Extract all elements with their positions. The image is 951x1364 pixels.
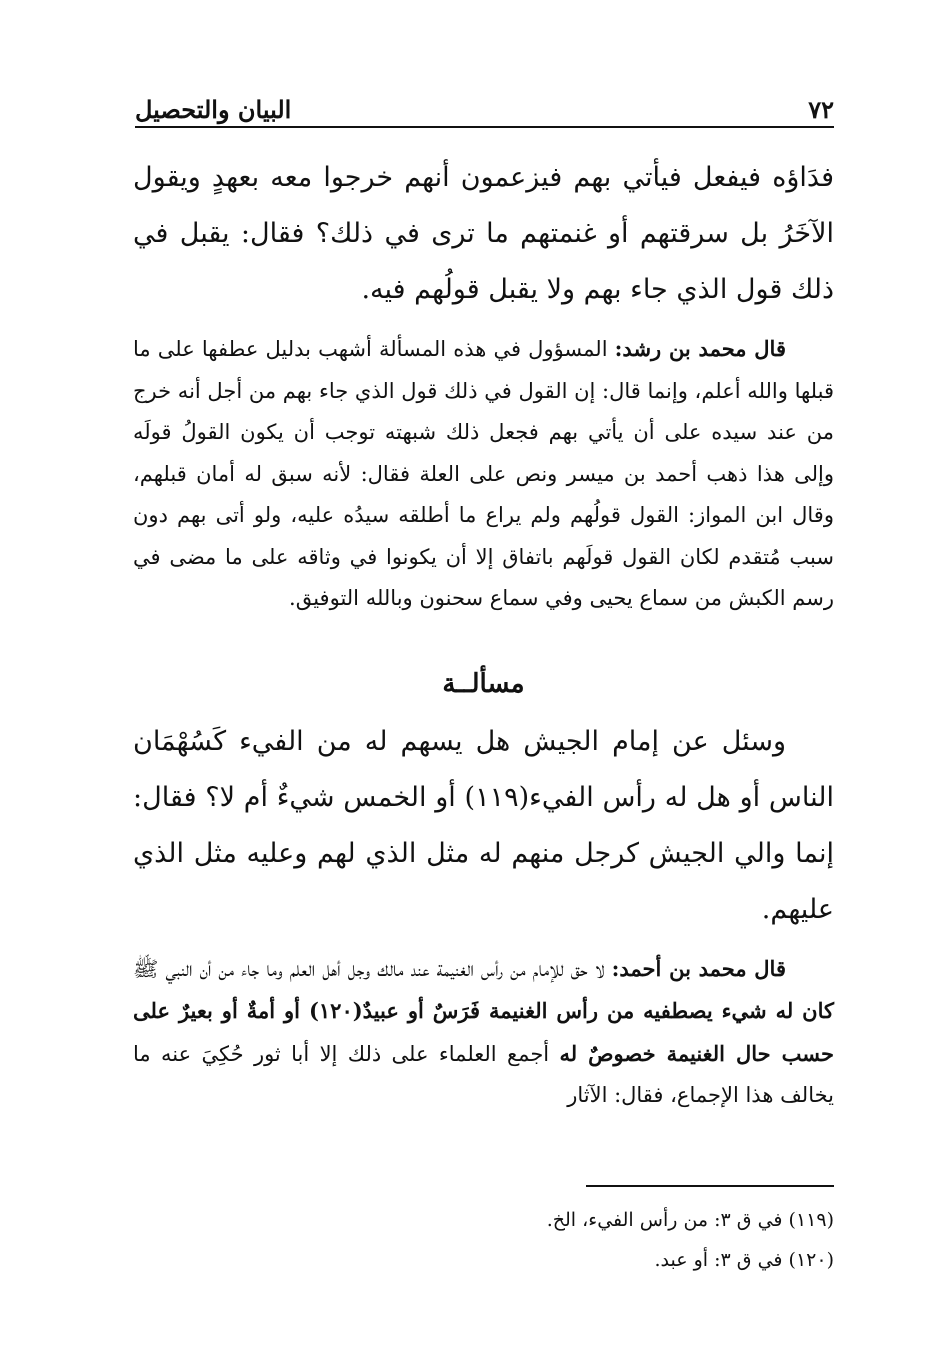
commentary-text: المسؤول في هذه المسألة أشهب بدليل عطفها على ما قبلها والله أعلم، وإنما قال: إن القول في ذلك قول الذي جاء بهم من أجل أنه خرج من عند سيده على أن يأتي بهم فجعل ذلك شبهته توجب أن يكون القولُ قولَه وإلى هذا ذهب أحمد بن ميسر ونص على العلة فقال: لأنه سبق له أمان قبلهم، وقال ابن المواز: القول قولُهم ولم يراع ما أطلقه سيدُه عليه، ولو أتى بهم دون سبب مُتقدم لكان القول قولَهم باتفاق إلا أن يكونوا في وثاقه على ما مضى في رسم الكبش من سماع يحيى وفي سماع سحنون وبالله التوفيق. — [133, 337, 834, 610]
footnote-119: (١١٩) في ق ٣: من رأس الفيء، الخ. — [546, 1209, 834, 1231]
section-title: مسألــة — [442, 668, 525, 699]
footnote-120: (١٢٠) في ق ٣: أو عبد. — [654, 1249, 834, 1271]
commentary-lead-2: قال محمد بن أحمد: — [611, 955, 786, 981]
commentary-lead: قال محمد بن رشد: — [614, 336, 786, 361]
book-title: البيان والتحصيل — [135, 95, 292, 124]
hadith-quote: كان له شيء يصطفيه من رأس الغنيمة فَرَسٌ أو عبيدٌ(١٢٠) أو أمةٌ أو بعيرٌ على حسب حال الغنيمة خصوصٌ له — [133, 998, 834, 1066]
page-number: ٧٢ — [808, 95, 834, 124]
main-text — [133, 150, 834, 1117]
paragraph-1: فدَاؤه فيفعل فيأتي بهم فيزعمون أنهم خرجوا معه بعهدٍ ويقول الآخَرُ بل سرقتهم أو غنمتهم ما ترى في ذلك؟ فقال: يقبل في ذلك قول الذي جاء بهم ولا يقبل قولُهم فيه. — [133, 162, 834, 305]
paragraph-4 — [133, 948, 834, 1117]
commentary-text-a: لا حق للإمام من رأس الغنيمة عند مالك وجل أهل العلم وما جاء من أن النبي ﷺ — [133, 956, 612, 981]
commentary-text-b: أجمع العلماء على ذلك إلا أبا ثور حُكِيَ عنه ما يخالف هذا الإجماع، فقال: الآثار — [133, 1041, 834, 1107]
footnote-divider — [586, 1185, 834, 1187]
paragraph-3: وسئل عن إمام الجيش هل يسهم له من الفيء كَسُهْمَان الناس أو هل له رأس الفيء(١١٩) أو الخمس شيءٌ أم لا؟ فقال: إنما والي الجيش كرجل منهم له مثل الذي لهم وعليه مثل الذي عليهم. — [133, 725, 834, 925]
paragraph-2 — [133, 328, 834, 620]
running-header — [135, 84, 834, 128]
footnotes — [133, 1200, 834, 1280]
